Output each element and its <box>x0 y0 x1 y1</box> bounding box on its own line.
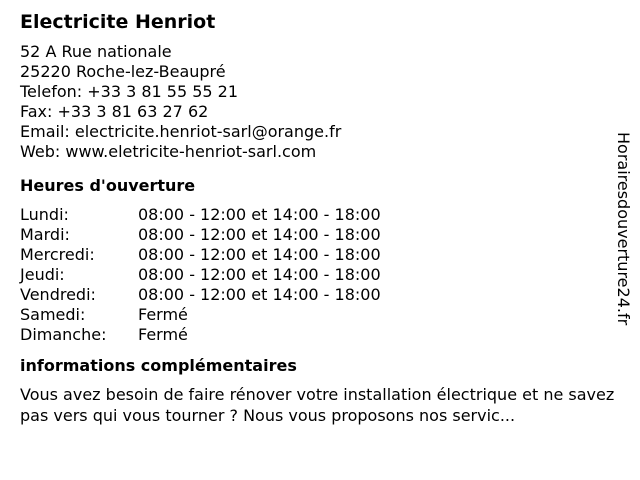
hours-row <box>20 285 615 305</box>
opening-hours-title: Heures d'ouverture <box>20 176 196 195</box>
day-hours: 08:00 - 12:00 et 14:00 - 18:00 <box>138 225 381 244</box>
day-label: Mardi: <box>20 225 70 244</box>
hours-row <box>20 265 615 285</box>
phone-number: Telefon: +33 3 81 55 55 21 <box>20 82 239 101</box>
day-hours: 08:00 - 12:00 et 14:00 - 18:00 <box>138 245 381 264</box>
contact-block <box>20 42 615 162</box>
business-card <box>20 10 615 426</box>
day-hours: Fermé <box>138 305 188 324</box>
day-hours: 08:00 - 12:00 et 14:00 - 18:00 <box>138 285 381 304</box>
additional-info-text: Vous avez besoin de faire rénover votre installation électrique et ne savez pas vers qui vous tourner ? Nous vous proposons nos servic... <box>20 385 615 425</box>
day-label: Jeudi: <box>20 265 65 284</box>
website-address: Web: www.eletricite-henriot-sarl.com <box>20 142 317 161</box>
day-hours: 08:00 - 12:00 et 14:00 - 18:00 <box>138 265 381 284</box>
hours-row <box>20 245 615 265</box>
side-brand-watermark: Horairesdouverture24.fr <box>614 132 633 326</box>
day-label: Vendredi: <box>20 285 96 304</box>
address-street: 52 A Rue nationale <box>20 42 172 61</box>
opening-hours-table <box>20 205 615 345</box>
hours-row <box>20 205 615 225</box>
hours-row <box>20 325 615 345</box>
day-label: Lundi: <box>20 205 69 224</box>
day-label: Samedi: <box>20 305 86 324</box>
hours-row <box>20 225 615 245</box>
hours-row <box>20 305 615 325</box>
address-city: 25220 Roche-lez-Beaupré <box>20 62 226 81</box>
additional-info-title: informations complémentaires <box>20 356 297 375</box>
email-address: Email: electricite.henriot-sarl@orange.fr <box>20 122 342 141</box>
fax-number: Fax: +33 3 81 63 27 62 <box>20 102 209 121</box>
day-label: Mercredi: <box>20 245 95 264</box>
day-label: Dimanche: <box>20 325 107 344</box>
day-hours: 08:00 - 12:00 et 14:00 - 18:00 <box>138 205 381 224</box>
day-hours: Fermé <box>138 325 188 344</box>
business-name: Electricite Henriot <box>20 11 216 33</box>
